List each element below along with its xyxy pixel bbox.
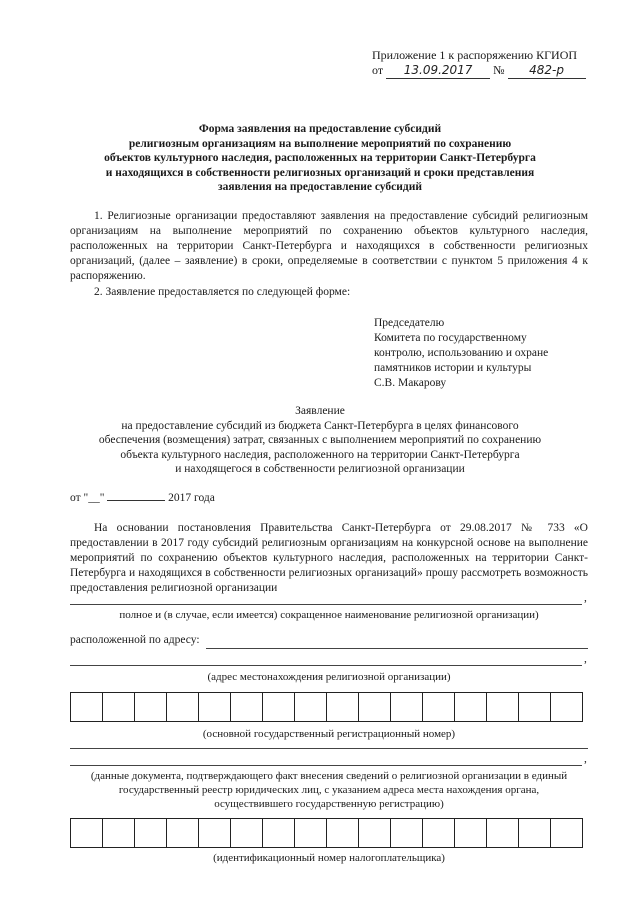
address-caption: (адрес местонахождения религиозной организации) (207, 671, 451, 683)
ogrn-cell (71, 693, 103, 721)
addressee-line: Председателю (374, 317, 445, 329)
inn-cell (359, 819, 391, 847)
title-line: Форма заявления на предоставление субсидий (198, 123, 442, 135)
inn-cell (71, 819, 103, 847)
ogrn-cell (103, 693, 135, 721)
date-field (386, 63, 490, 79)
addressee-line: Комитета по государственному (374, 332, 527, 344)
addressee-line: контролю, использованию и охране (374, 347, 549, 359)
application-line: обеспечения (возмещения) затрат, связанных с выполнением мероприятий по сохранению (98, 434, 542, 446)
addressee-line: памятников истории и культуры (374, 362, 532, 374)
addressee-block (374, 316, 614, 391)
address-line-2 (70, 665, 582, 666)
application-line: на предоставление субсидий из бюджета Санкт-Петербурга в целях финансового (121, 419, 519, 432)
date-line-blank (107, 500, 165, 501)
title-line: религиозным организациям на выполнение мероприятий по сохранению (128, 137, 512, 150)
comma: , (584, 653, 587, 665)
number-handwritten: 482-р (529, 63, 564, 77)
inn-cell (231, 819, 263, 847)
inn-cell (455, 819, 487, 847)
inn-cell (327, 819, 359, 847)
org-name-line (70, 604, 582, 605)
inn-cell (423, 819, 455, 847)
ogrn-cell (295, 693, 327, 721)
title-line: объектов культурного наследия, расположенных на территории Санкт-Петербурга (104, 152, 536, 164)
inn-cell (295, 819, 327, 847)
ogrn-cell (199, 693, 231, 721)
number-label: № (493, 63, 505, 77)
application-heading: Заявление (295, 405, 345, 417)
application-heading-block (90, 404, 550, 477)
ogrn-cell (487, 693, 519, 721)
appendix-line: Приложение 1 к распоряжению КГИОП (372, 48, 578, 62)
registration-line-1 (70, 748, 588, 749)
title-line: и находящихся в собственности религиозных организаций и сроки представления (105, 166, 535, 179)
inn-cell (519, 819, 551, 847)
title-line: заявления на предоставление субсидий (218, 181, 422, 193)
ogrn-cell (423, 693, 455, 721)
application-line: объекта культурного наследия, расположенного на территории Санкт-Петербурга (120, 448, 520, 461)
inn-cell (263, 819, 295, 847)
comma: , (584, 592, 587, 604)
registration-caption-line: (данные документа, подтверждающего факт внесения сведений о религиозной организации в единый (90, 770, 568, 782)
registration-caption-line: государственный реестр юридических лиц, с указанием адреса места нахождения органа, (118, 784, 540, 796)
appendix-header (372, 48, 586, 79)
ogrn-cell (391, 693, 423, 721)
inn-boxes (70, 818, 583, 848)
registration-caption (66, 769, 592, 811)
application-line: и находящегося в собственности религиозной организации (175, 463, 465, 475)
ogrn-boxes (70, 692, 583, 722)
date-line-prefix: от "__" (70, 492, 105, 504)
inn-caption: (идентификационный номер налогоплательщика) (213, 852, 445, 864)
inn-cell (103, 819, 135, 847)
date-line (70, 492, 215, 504)
ogrn-cell (135, 693, 167, 721)
registration-line-2 (70, 765, 582, 766)
registration-caption-line: осуществившего государственную регистрацию) (214, 798, 444, 810)
inn-cell (551, 819, 582, 847)
addressee-line: С.В. Макарову (374, 377, 447, 389)
ogrn-cell (551, 693, 582, 721)
comma: , (584, 753, 587, 765)
appendix-date-number-row (372, 63, 586, 79)
paragraph-1: 1. Религиозные организации предоставляют заявления на предоставление субсидий религиозным организациям на выполнение мероприятий по сохранению объектов культурного наследия, расположенных на территории Санкт-Петербурга и находящихся в собственности религиозных организаций, (далее – заявление) в сроки, определяемые в соответствии с пунктом 5 приложения 4 к распоряжению. (70, 210, 588, 282)
document-title (60, 122, 580, 195)
from-label: от (372, 63, 384, 77)
number-field (508, 63, 586, 79)
address-line-1 (206, 648, 588, 649)
ogrn-cell (519, 693, 551, 721)
date-handwritten: 13.09.2017 (403, 63, 473, 77)
ogrn-cell (167, 693, 199, 721)
ogrn-cell (231, 693, 263, 721)
ogrn-cell (455, 693, 487, 721)
address-label: расположенной по адресу: (70, 634, 200, 646)
ogrn-cell (327, 693, 359, 721)
inn-cell (199, 819, 231, 847)
ogrn-cell (359, 693, 391, 721)
org-name-caption: полное и (в случае, если имеется) сокращенное наименование религиозной организации) (119, 609, 539, 621)
inn-cell (135, 819, 167, 847)
inn-cell (391, 819, 423, 847)
ogrn-cell (263, 693, 295, 721)
paragraph-2: 2. Заявление предоставляется по следующей форме: (94, 286, 351, 298)
inn-cell (167, 819, 199, 847)
basis-paragraph: На основании постановления Правительства Санкт-Петербурга от 29.08.2017 № 733 «О предоставлении в 2017 году субсидий религиозным организациям на конкурсной основе на выполнение мероприятий по сохранению объектов культурного наследия, расположенных на территории Санкт-Петербурга и находящихся в собственности религиозных организаций» прошу рассмотреть возможность предоставления религиозной организации (70, 522, 588, 594)
inn-cell (487, 819, 519, 847)
ogrn-caption: (основной государственный регистрационный номер) (202, 728, 456, 740)
date-line-suffix: 2017 года (168, 492, 215, 504)
